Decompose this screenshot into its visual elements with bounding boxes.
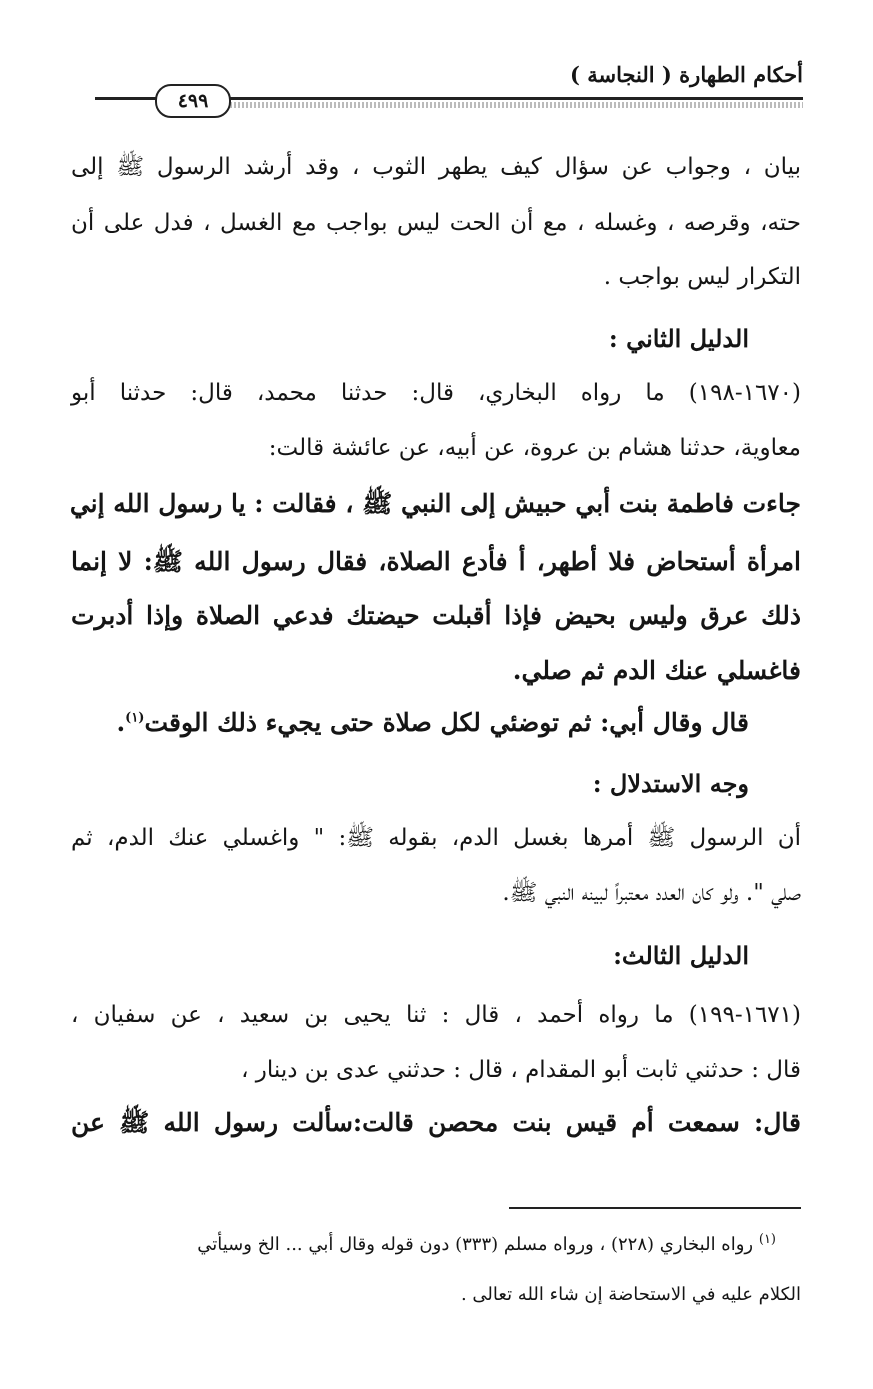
body-line: التكرار ليس بواجب . [603,264,801,290]
footnote-line [46,1232,776,1256]
header-rule-texture [230,102,803,108]
body-line: صلي ". ولو كان العدد معتبراً لبينه النبي ﷺ. [502,880,801,906]
footnote-line: الكلام عليه في الاستحاضة إن شاء الله تعالى . [460,1284,801,1305]
hadith-matn-text: قال وقال أبي: ثم توضئي لكل صلاة حتى يجيء ذلك الوقت [144,708,749,737]
hadith-matn-line [19,708,749,738]
footnote-rule [509,1207,801,1209]
page-number: ٤٩٩ [177,90,209,112]
body-line: بيان ، وجواب عن سؤال كيف يطهر الثوب ، وقد أرشد الرسول ﷺ إلى [71,154,801,180]
body-line: أن الرسول ﷺ أمرها بغسل الدم، بقوله ﷺ: " واغسلي عنك الدم، ثم [71,825,801,851]
footnote-reference: (١) [125,710,145,726]
sentence-end: . [116,708,126,737]
hadith-matn-line: جاءت فاطمة بنت أبي حبيش إلى النبي ﷺ ، فقالت : يا رسول الله إني [69,489,801,518]
section-heading: الدليل الثاني : [608,324,749,353]
section-heading: الدليل الثالث: [613,941,749,970]
hadith-isnad-line: (١٦٧١-١٩٩) ما رواه أحمد ، قال : ثنا يحيى بن سعيد ، عن سفيان ، [71,1002,801,1028]
hadith-matn-line: فاغسلي عنك الدم ثم صلي. [512,656,801,685]
body-line: حته، وقرصه ، وغسله ، مع أن الحت ليس بواجب مع الغسل ، فدل على أن [71,210,801,236]
hadith-isnad-line: معاوية، حدثنا هشام بن عروة، عن أبيه، عن عائشة قالت: [268,435,801,461]
running-header-title: أحكام الطهارة ( النجاسة ) [570,62,803,87]
hadith-isnad-line: (١٦٧٠-١٩٨) ما رواه البخاري، قال: حدثنا محمد، قال: حدثنا أبو [71,380,801,406]
page-number-badge [155,84,231,118]
section-heading: وجه الاستدلال : [592,769,749,798]
hadith-isnad-line: قال : حدثني ثابت أبو المقدام ، قال : حدثني عدى بن دينار ، [241,1057,801,1083]
footnote-number: (١) [758,1232,776,1247]
footnote-text: رواه البخاري (٢٢٨) ، ورواه مسلم (٣٣٣) دون قوله وقال أبي ... الخ وسيأتي [197,1234,754,1255]
hadith-matn-line: ذلك عرق وليس بحيض فإذا أقبلت حيضتك فدعي الصلاة وإذا أدبرت [71,601,801,630]
hadith-matn-line: قال: سمعت أم قيس بنت محصن قالت:سألت رسول الله ﷺ عن [71,1108,801,1137]
hadith-matn-line: امرأة أستحاض فلا أطهر، أ فأدع الصلاة، فقال رسول الله ﷺ: لا إنما [71,547,801,576]
